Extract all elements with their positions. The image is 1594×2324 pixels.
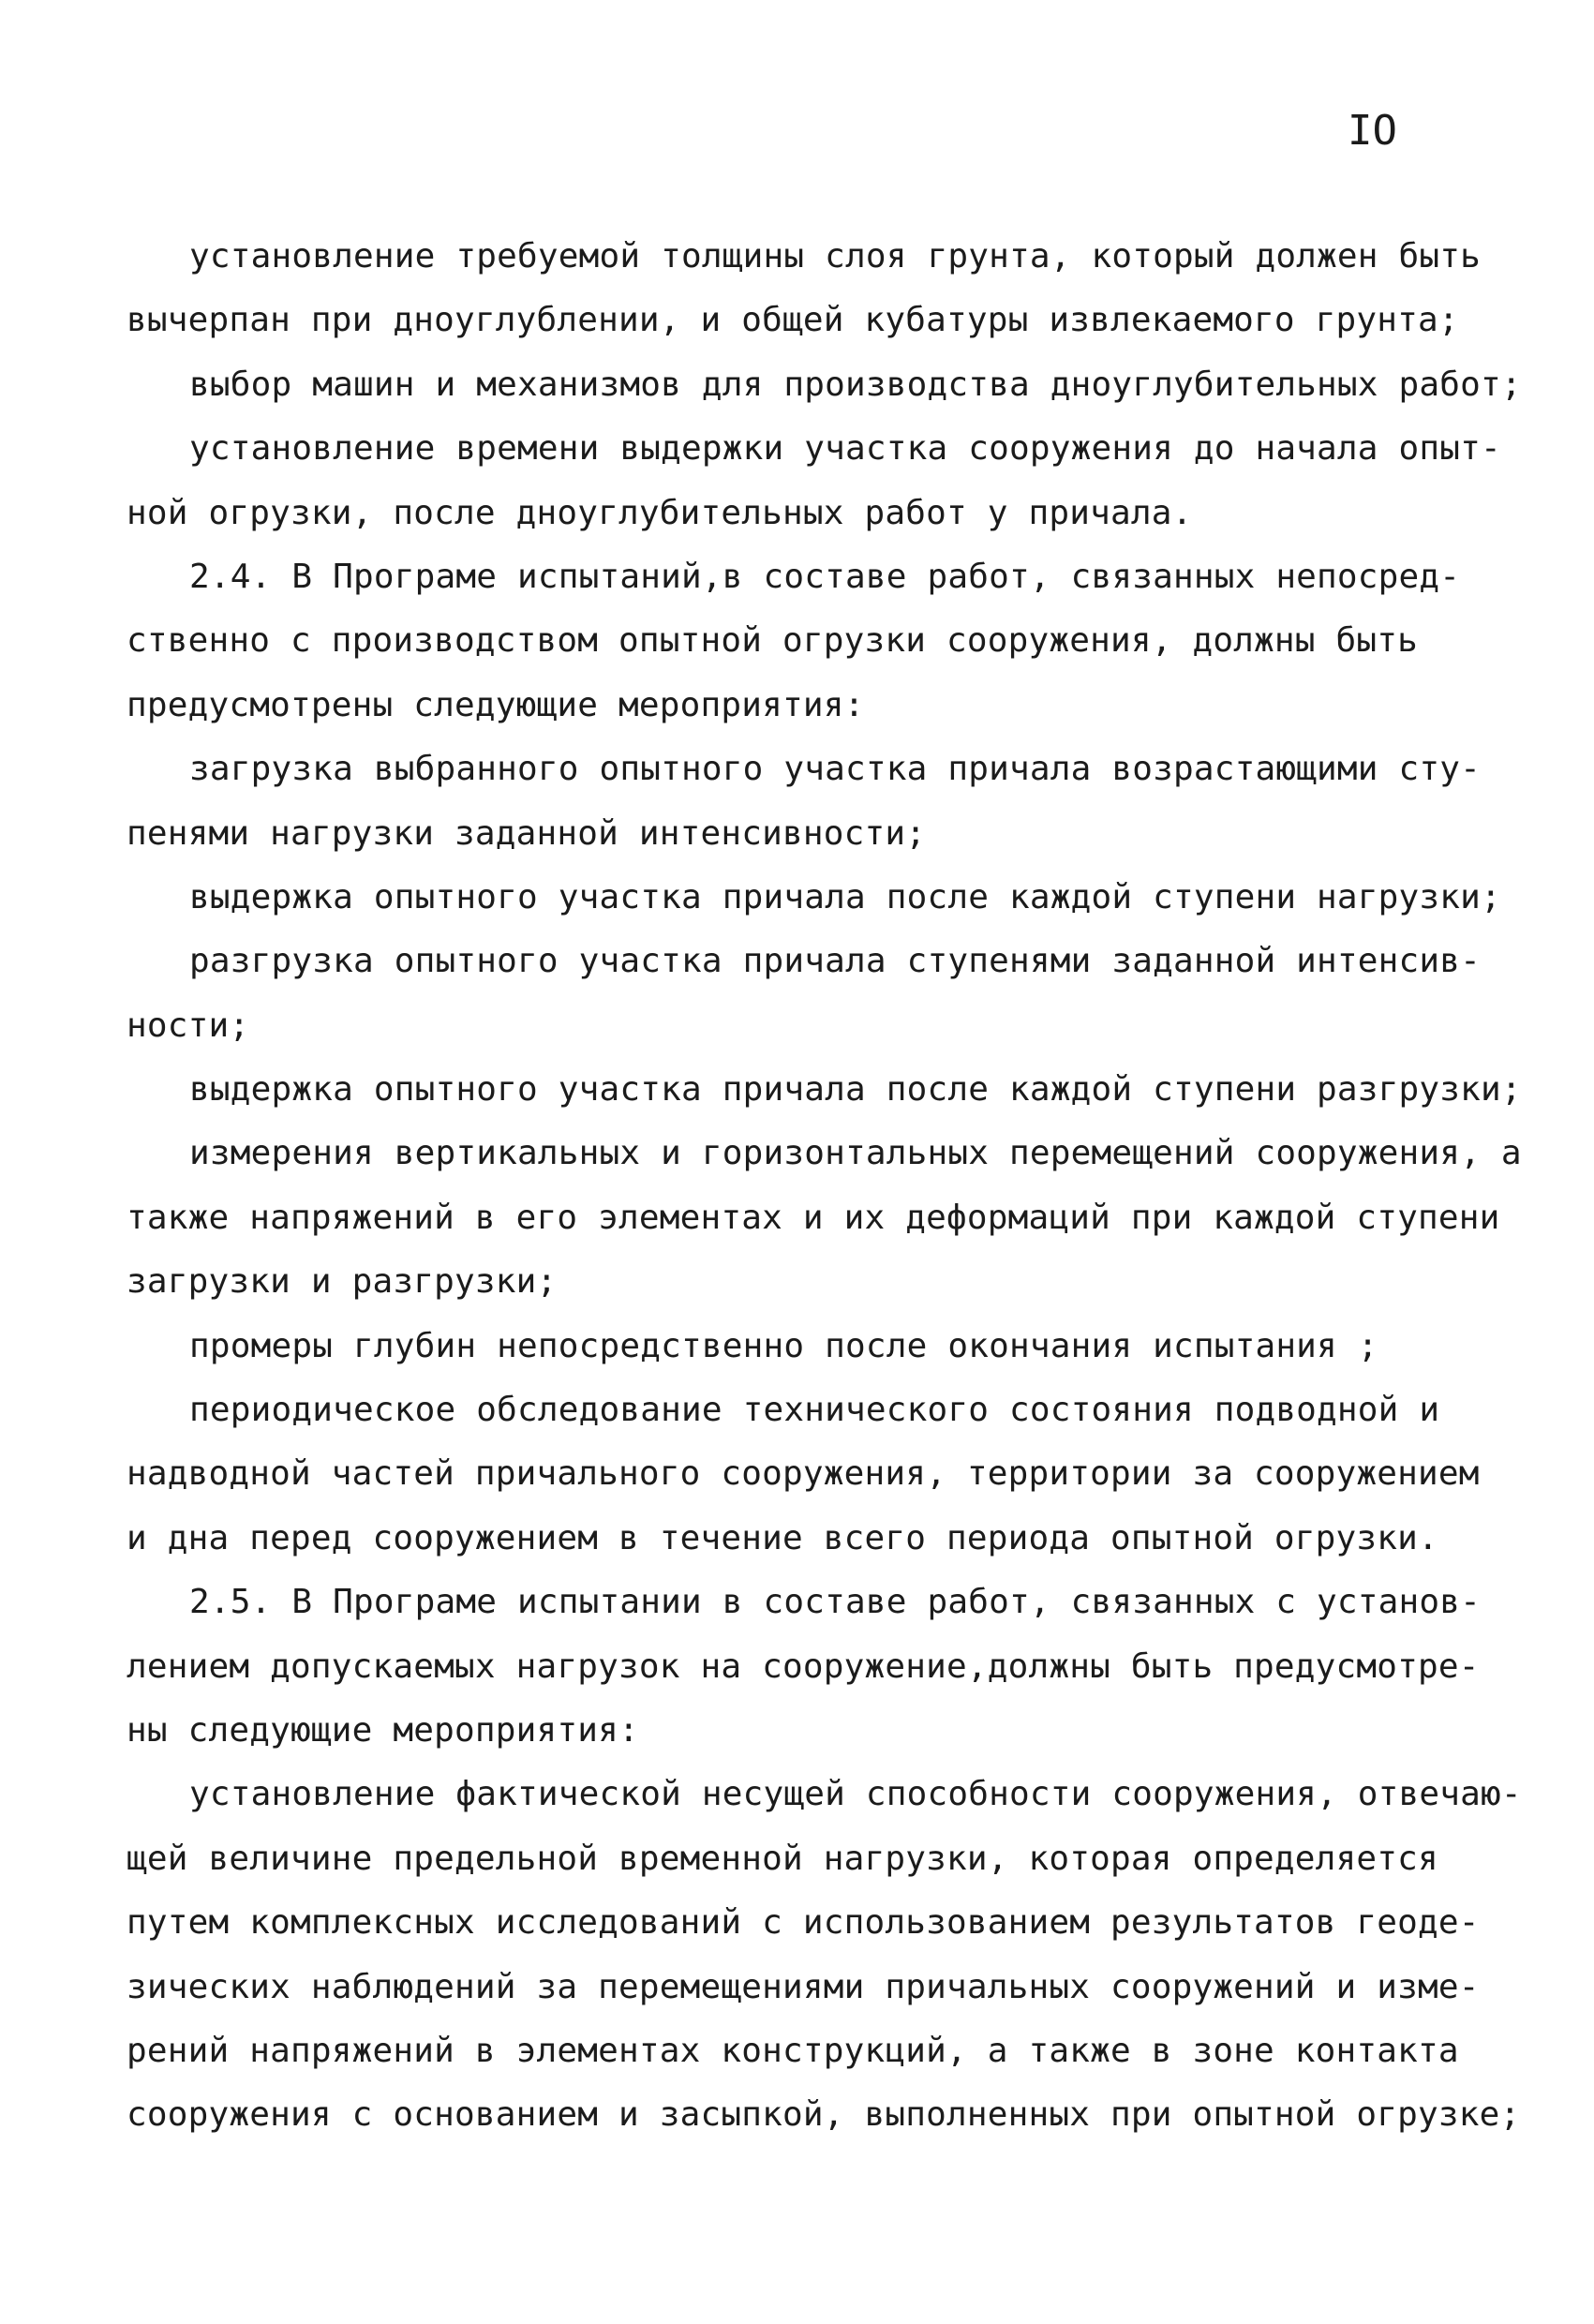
text-line: надводной частей причального сооружения, территории за сооружением (127, 1454, 1480, 1494)
text-line: периодическое обследование технического состояния подводной и (189, 1391, 1440, 1430)
text-line: лением допускаемых нагрузок на сооружение,должны быть предусмотре- (127, 1646, 1480, 1686)
text-line: щей величине предельной временной нагрузки, которая определяется (127, 1839, 1438, 1878)
text-line: измерения вертикальных и горизонтальных перемещений сооружения, а (189, 1134, 1522, 1173)
page-number: IO (1348, 107, 1397, 155)
text-line: вычерпан при дноуглублении, и общей кубатуры извлекаемого грунта; (127, 301, 1459, 340)
text-line: разгрузка опытного участка причала ступенями заданной интенсив- (189, 942, 1482, 981)
text-line: и дна перед сооружением в течение всего периода опытной огрузки. (127, 1518, 1438, 1557)
text-line: ной огрузки, после дноуглубительных работ у причала. (127, 493, 1193, 532)
text-line: загрузка выбранного опытного участка причала возрастающими сту- (189, 750, 1482, 789)
text-line: сооружения с основанием и засыпкой, выполненных при опытной огрузке; (127, 2095, 1521, 2135)
text-line: загрузки и разгрузки; (127, 1262, 558, 1302)
text-line: зических наблюдений за перемещениями причальных сооружений и изме- (127, 1967, 1480, 2006)
text-line: установление фактической несущей способности сооружения, отвечаю- (189, 1775, 1522, 1814)
text-line: 2.4. В Програме испытаний,в составе работ, связанных непосред- (189, 557, 1461, 596)
text-line: выбор машин и механизмов для производства дноуглубительных работ; (189, 365, 1522, 404)
text-line: установление требуемой толщины слоя грунта, который должен быть (189, 237, 1482, 276)
text-line: 2.5. В Програме испытании в составе работ, связанных с установ- (189, 1583, 1482, 1622)
text-line: выдержка опытного участка причала после каждой ступени нагрузки; (189, 877, 1501, 916)
text-line: пенями нагрузки заданной интенсивности; (127, 813, 927, 853)
text-line: ности; (127, 1006, 250, 1045)
text-line: ны следующие мероприятия: (127, 1710, 639, 1750)
text-line: промеры глубин непосредственно после окончания испытания ; (189, 1326, 1378, 1365)
text-line: предусмотрены следующие мероприятия: (127, 685, 865, 724)
text-line: также напряжений в его элементах и их деформаций при каждой ступени (127, 1198, 1500, 1237)
text-line: путем комплексных исследований с использованием результатов геоде- (127, 1903, 1480, 1943)
text-line: рений напряжений в элементах конструкций, а также в зоне контакта (127, 2031, 1459, 2070)
text-line: ственно с производством опытной огрузки сооружения, должны быть (127, 621, 1419, 661)
text-line: установление времени выдержки участка сооружения до начала опыт- (189, 429, 1501, 469)
text-line: выдержка опытного участка причала после каждой ступени разгрузки; (189, 1070, 1522, 1110)
document-body (127, 225, 1522, 2148)
